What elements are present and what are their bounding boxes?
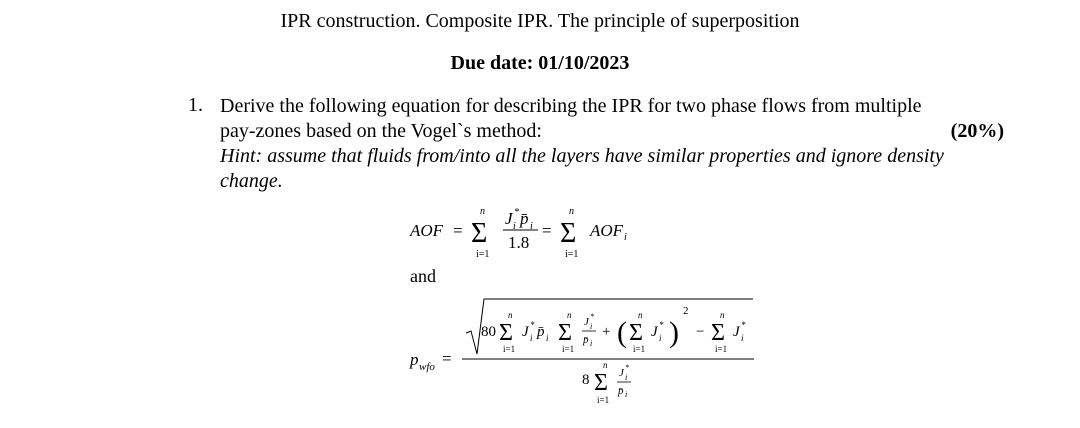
svg-text:i: i: [530, 221, 533, 232]
svg-text:p̄: p̄: [537, 324, 545, 340]
right-paren: ): [669, 316, 679, 349]
sum-a-lower: i=1: [503, 344, 516, 354]
sum-e-upper: n: [603, 360, 608, 370]
svg-text:i: i: [513, 221, 516, 232]
eq1-numerator: [505, 207, 533, 232]
sum-c-sigma: Σ: [629, 320, 643, 346]
svg-text:i: i: [590, 339, 593, 348]
svg-text:J: J: [505, 209, 513, 228]
svg-text:i: i: [659, 333, 662, 343]
eq2-equals: =: [442, 349, 452, 368]
sum2-sigma: Σ: [560, 218, 577, 249]
sum-e-sigma: Σ: [594, 370, 608, 396]
document-title: IPR construction. Composite IPR. The principle of superposition: [280, 10, 800, 32]
svg-text:p: p: [410, 350, 419, 369]
sum-d-lower: i=1: [715, 344, 728, 354]
sum-a-sigma: Σ: [499, 320, 513, 346]
svg-text:i: i: [741, 333, 744, 343]
term-j-paren: [651, 320, 664, 343]
svg-text:i: i: [625, 390, 628, 399]
eq1-equals-2: =: [542, 221, 552, 240]
question-number: 1.: [188, 94, 203, 116]
svg-text:*: *: [659, 320, 664, 330]
svg-text:J: J: [619, 367, 624, 379]
term-j-over-p: [582, 312, 596, 348]
svg-text:*: *: [625, 363, 629, 372]
term-j-last: [733, 320, 746, 343]
sum-b-lower: i=1: [562, 344, 575, 354]
sum1-upper: n: [480, 206, 485, 217]
svg-text:i: i: [590, 322, 593, 331]
sum-d-sigma: Σ: [711, 320, 725, 346]
svg-text:*: *: [741, 320, 746, 330]
sum1-sigma: Σ: [471, 218, 488, 249]
svg-text:p̄: p̄: [618, 385, 624, 397]
eq1-equals-1: =: [453, 221, 463, 240]
connector-and: and: [410, 266, 436, 286]
due-date: Due date: 01/10/2023: [450, 52, 630, 74]
svg-text:*: *: [530, 320, 535, 330]
aof-lhs: AOF: [410, 221, 444, 240]
svg-text:*: *: [514, 207, 519, 218]
coef-80: 80: [481, 324, 496, 340]
sum2-upper: n: [569, 206, 574, 217]
plus-sign: +: [602, 324, 611, 340]
equation-aof: [409, 206, 627, 260]
svg-text:*: *: [590, 312, 594, 321]
eq1-rhs: [589, 221, 627, 243]
pwfo-lhs: [409, 350, 435, 373]
svg-text:AOF: AOF: [590, 221, 624, 240]
svg-text:i: i: [625, 373, 628, 382]
sum-c-lower: i=1: [633, 344, 646, 354]
sum-b-sigma: Σ: [558, 320, 572, 346]
svg-text:i: i: [530, 333, 533, 343]
question-line-1: Derive the following equation for describing the IPR for two phase flows from multiple: [220, 95, 922, 117]
sum-d-upper: n: [720, 310, 725, 320]
term-j-p: [522, 320, 549, 343]
sum-c-upper: n: [638, 310, 643, 320]
svg-text:J: J: [522, 324, 529, 340]
left-paren: (: [617, 316, 627, 349]
coef-8: 8: [582, 372, 590, 388]
sum-e-lower: i=1: [597, 395, 610, 405]
svg-text:J: J: [733, 324, 740, 340]
sum-b-upper: n: [567, 310, 572, 320]
exponent-2: 2: [683, 305, 689, 317]
svg-text:i: i: [546, 333, 549, 343]
question-line-2-text: pay-zones based on the Vogel`s method:: [220, 120, 542, 142]
svg-text:J: J: [651, 324, 658, 340]
minus-sign: −: [696, 324, 705, 340]
question-weight: (20%): [950, 120, 1004, 142]
sum2-lower: i=1: [565, 249, 579, 260]
svg-text:p̄: p̄: [583, 334, 589, 346]
hint-line-1: Hint: assume that fluids from/into all the layers have similar properties and ignore density: [220, 145, 944, 167]
svg-text:i: i: [624, 232, 627, 243]
svg-text:p̄: p̄: [520, 209, 529, 228]
equation-pwfo: [409, 299, 754, 405]
svg-text:wfo: wfo: [419, 361, 435, 373]
svg-text:J: J: [584, 316, 589, 328]
sum1-lower: i=1: [476, 249, 490, 260]
hint-line-2: change.: [220, 170, 283, 192]
denominator-j-over-p: [617, 363, 631, 399]
eq1-denominator: 1.8: [508, 233, 530, 252]
sum-a-upper: n: [508, 310, 513, 320]
